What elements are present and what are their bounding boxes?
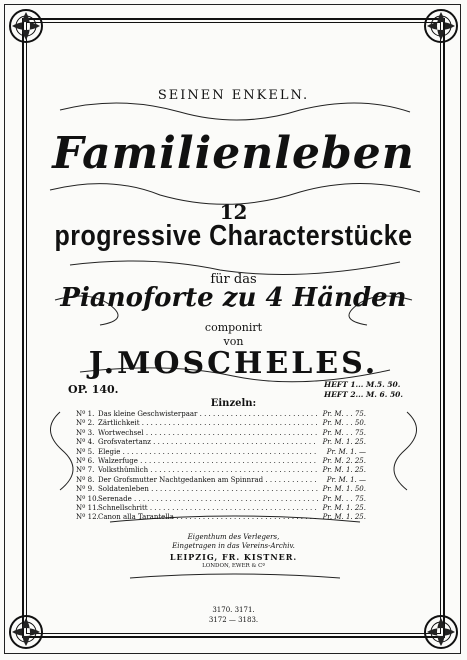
opus-number: OP. 140. <box>68 383 119 396</box>
list-item <box>76 476 366 485</box>
piece-title: Volksthümlich . . . <box>98 466 318 475</box>
piece-price: Pr. M. 1. 25. <box>322 466 366 475</box>
instrumentation: Pianoforte zu 4 Händen <box>60 283 407 313</box>
piece-price: Pr. M. . . 75. <box>322 494 366 503</box>
von: von <box>223 335 244 348</box>
plate-numbers-1: 3170. 3171. <box>212 606 255 614</box>
piece-number: Nº 12. <box>76 513 99 522</box>
main-title: Familienleben <box>52 128 415 179</box>
piece-number: Nº 7. <box>76 466 95 475</box>
composer-name: J.MOSCHELES. <box>88 346 379 381</box>
piece-title: Wortwechsel . . . <box>98 429 318 438</box>
einzeln-heading: Einzeln: <box>210 398 257 409</box>
plate-numbers-2: 3172 — 3183. <box>208 616 259 624</box>
heft-2-price: HEFT 2... M. 6. 50. <box>324 390 403 399</box>
piece-title: Der Grofsmutter Nachtgedanken am Spinnrad . . . <box>98 476 318 485</box>
list-item <box>76 485 366 494</box>
publisher-name: LEIPZIG, FR. KISTNER. <box>169 552 298 562</box>
subtitle: progressive Characterstücke <box>54 219 413 253</box>
piece-list <box>76 410 366 523</box>
piece-price: Pr. M. . . 50. <box>322 419 366 428</box>
piece-number: Nº 6. <box>76 456 95 465</box>
piece-title: Elegie . . . <box>98 448 318 457</box>
piece-title: Walzerfuge . . . <box>98 457 318 466</box>
piece-number: Nº 8. <box>76 475 95 484</box>
piece-number: Nº 4. <box>76 438 95 447</box>
piece-title: Das kleine Geschwisterpaar . . . <box>98 410 318 419</box>
piece-title: Canon alla Tarantella . . . <box>98 513 318 522</box>
fuer-das: für das <box>210 272 257 287</box>
piece-price: Pr. M. 1. 25. <box>322 503 366 512</box>
registration-notice: Eingetragen in das Vereins-Archiv. <box>172 542 295 550</box>
piece-count: 12 <box>219 200 248 224</box>
piece-title: Zärtlichkeit . . . <box>98 419 318 428</box>
list-item <box>76 495 366 504</box>
london-agent: LONDON, EWER & Cº <box>202 563 265 569</box>
piece-number: Nº 2. <box>76 419 95 428</box>
piece-price: Pr. M. 1. 25. <box>322 438 366 447</box>
list-item <box>76 466 366 475</box>
piece-title: Grofsvatertanz . . . <box>98 438 318 447</box>
list-item <box>76 438 366 447</box>
piece-price: Pr. M. 1. 25. <box>322 513 366 522</box>
piece-number: Nº 3. <box>76 428 95 437</box>
piece-price: Pr. M. . . 75. <box>322 428 366 437</box>
piece-number: Nº 11. <box>76 503 99 512</box>
list-item <box>76 419 366 428</box>
piece-price: Pr. M. 1. — <box>326 475 366 484</box>
list-item <box>76 448 366 457</box>
piece-price: Pr. M. 2. 25. <box>322 456 366 465</box>
piece-title: Soldatenleben . . . <box>98 485 318 494</box>
piece-number: Nº 5. <box>76 447 95 456</box>
list-item <box>76 410 366 419</box>
piece-title: Schnellschritt . . . <box>98 504 318 513</box>
piece-number: Nº 9. <box>76 485 95 494</box>
piece-title: Serenade . . . <box>98 495 318 504</box>
list-item <box>76 457 366 466</box>
componirt: componirt <box>204 321 263 334</box>
list-item <box>76 429 366 438</box>
dedication: SEINEN ENKELN. <box>157 88 310 103</box>
piece-price: Pr. M. . . 75. <box>322 410 366 418</box>
publisher-notice: Eigenthum des Verlegers, <box>187 533 280 541</box>
list-item <box>76 504 366 513</box>
piece-number: Nº 1. <box>76 410 95 418</box>
piece-price: Pr. M. 1. 50. <box>322 485 366 494</box>
piece-price: Pr. M. 1. — <box>326 447 366 456</box>
piece-number: Nº 10. <box>76 494 99 503</box>
heft-1-price: HEFT 1... M.5. 50. <box>324 380 401 389</box>
list-item <box>76 513 366 522</box>
